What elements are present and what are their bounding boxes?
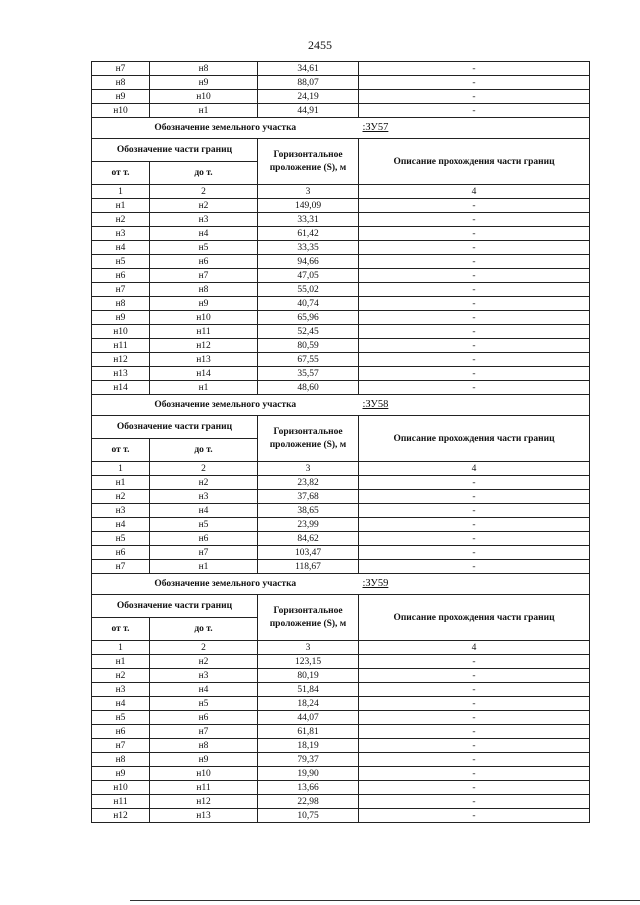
from-point-cell: н4 [92,697,150,711]
length-cell: 24,19 [258,90,359,104]
table-row [92,227,590,241]
from-point-cell: н7 [92,739,150,753]
length-cell: 47,05 [258,269,359,283]
description-cell: - [359,753,590,767]
to-point-cell: н6 [150,255,258,269]
description-cell: - [359,297,590,311]
table-row [92,339,590,353]
to-point-cell: н1 [150,104,258,118]
column-number-cell: 3 [258,462,359,476]
table-row [92,62,590,76]
to-point-cell: н13 [150,809,258,823]
to-point-cell: н11 [150,781,258,795]
length-cell: 33,31 [258,213,359,227]
table-row [92,655,590,669]
description-cell: - [359,532,590,546]
table-row [92,697,590,711]
table-row [92,725,590,739]
table-row [92,269,590,283]
from-point-cell: н2 [92,669,150,683]
column-number-row [92,462,590,476]
to-point-cell: н11 [150,325,258,339]
to-point-cell: н8 [150,739,258,753]
from-point-cell: н8 [92,76,150,90]
from-point-cell: н2 [92,490,150,504]
from-point-cell: н1 [92,655,150,669]
description-cell: - [359,227,590,241]
to-point-cell: н7 [150,546,258,560]
to-point-cell: н4 [150,504,258,518]
table-row [92,381,590,395]
column-number-cell: 1 [92,185,150,199]
to-point-cell: н7 [150,725,258,739]
table-row [92,560,590,574]
from-point-cell: н3 [92,504,150,518]
table-row [92,809,590,823]
to-point-cell: н3 [150,490,258,504]
from-point-cell: н7 [92,560,150,574]
description-cell: - [359,213,590,227]
to-point-cell: н4 [150,227,258,241]
table-row [92,353,590,367]
length-cell: 38,65 [258,504,359,518]
description-cell: - [359,311,590,325]
from-point-cell: н11 [92,795,150,809]
from-point-cell: н4 [92,241,150,255]
to-point-cell: н10 [150,311,258,325]
from-point-cell: н8 [92,297,150,311]
from-point-cell: н5 [92,532,150,546]
table-row [92,711,590,725]
to-point-cell: н9 [150,76,258,90]
to-point-cell: н9 [150,753,258,767]
table-row [92,199,590,213]
description-cell: - [359,767,590,781]
to-point-cell: н3 [150,213,258,227]
table-row [92,518,590,532]
table-row [92,104,590,118]
from-point-cell: н4 [92,518,150,532]
from-point-cell: н7 [92,62,150,76]
from-point-cell: н3 [92,683,150,697]
to-point-cell: н5 [150,241,258,255]
to-point-cell: н2 [150,199,258,213]
description-cell: - [359,339,590,353]
description-header: Описание прохождения части границ [359,595,590,641]
from-point-cell: н12 [92,809,150,823]
length-cell: 23,82 [258,476,359,490]
to-point-cell: н5 [150,518,258,532]
horizontal-header: Горизонтальное проложение (S), м [258,595,359,641]
description-cell: - [359,795,590,809]
table-row [92,753,590,767]
from-point-cell: н5 [92,711,150,725]
description-cell: - [359,739,590,753]
section-header-row [92,395,590,416]
parts-header: Обозначение части границ [92,139,258,162]
section-code: :ЗУ59 [359,574,590,595]
length-cell: 103,47 [258,546,359,560]
description-cell: - [359,490,590,504]
length-cell: 79,37 [258,753,359,767]
table-row [92,669,590,683]
description-cell: - [359,504,590,518]
length-cell: 51,84 [258,683,359,697]
from-point-cell: н10 [92,325,150,339]
description-cell: - [359,697,590,711]
length-cell: 13,66 [258,781,359,795]
column-number-cell: 1 [92,462,150,476]
from-point-cell: н6 [92,269,150,283]
description-cell: - [359,711,590,725]
table-row [92,476,590,490]
from-point-cell: н3 [92,227,150,241]
from-header: от т. [92,439,150,462]
description-cell: - [359,255,590,269]
boundary-table [91,61,590,823]
horizontal-header: Горизонтальное проложение (S), м [258,139,359,185]
table-row [92,795,590,809]
to-point-cell: н10 [150,90,258,104]
length-cell: 55,02 [258,283,359,297]
column-number-cell: 3 [258,641,359,655]
from-point-cell: н9 [92,311,150,325]
section-header-row [92,118,590,139]
from-point-cell: н8 [92,753,150,767]
length-cell: 19,90 [258,767,359,781]
description-cell: - [359,283,590,297]
length-cell: 88,07 [258,76,359,90]
table-row [92,90,590,104]
from-point-cell: н1 [92,199,150,213]
description-cell: - [359,381,590,395]
from-point-cell: н13 [92,367,150,381]
from-point-cell: н6 [92,546,150,560]
length-cell: 48,60 [258,381,359,395]
description-cell: - [359,104,590,118]
length-cell: 80,59 [258,339,359,353]
to-point-cell: н1 [150,381,258,395]
table-row [92,532,590,546]
column-number-cell: 4 [359,185,590,199]
table-row [92,311,590,325]
description-cell: - [359,560,590,574]
description-header: Описание прохождения части границ [359,416,590,462]
to-point-cell: н12 [150,339,258,353]
length-cell: 118,67 [258,560,359,574]
horizontal-header: Горизонтальное проложение (S), м [258,416,359,462]
from-point-cell: н14 [92,381,150,395]
from-point-cell: н7 [92,283,150,297]
to-point-cell: н7 [150,269,258,283]
section-label: Обозначение земельного участка [92,118,359,139]
section-code: :ЗУ57 [359,118,590,139]
from-header: от т. [92,618,150,641]
parts-header: Обозначение части границ [92,595,258,618]
boundary-table-body [92,62,590,823]
description-cell: - [359,809,590,823]
description-cell: - [359,655,590,669]
column-number-cell: 2 [150,462,258,476]
length-cell: 18,24 [258,697,359,711]
to-point-cell: н1 [150,560,258,574]
column-number-cell: 4 [359,462,590,476]
to-point-cell: н8 [150,283,258,297]
description-cell: - [359,367,590,381]
from-point-cell: н9 [92,90,150,104]
section-header-row [92,574,590,595]
length-cell: 35,57 [258,367,359,381]
column-number-row [92,185,590,199]
description-cell: - [359,241,590,255]
section-code: :ЗУ58 [359,395,590,416]
description-cell: - [359,325,590,339]
from-point-cell: н10 [92,104,150,118]
description-cell: - [359,476,590,490]
length-cell: 61,42 [258,227,359,241]
length-cell: 80,19 [258,669,359,683]
description-cell: - [359,269,590,283]
length-cell: 23,99 [258,518,359,532]
to-point-cell: н5 [150,697,258,711]
description-cell: - [359,518,590,532]
from-point-cell: н10 [92,781,150,795]
to-point-cell: н14 [150,367,258,381]
description-cell: - [359,76,590,90]
to-header: до т. [150,439,258,462]
description-cell: - [359,546,590,560]
length-cell: 40,74 [258,297,359,311]
to-point-cell: н9 [150,297,258,311]
description-cell: - [359,199,590,213]
column-header-row [92,139,590,162]
from-point-cell: н5 [92,255,150,269]
column-header-row [92,416,590,439]
from-point-cell: н2 [92,213,150,227]
table-row [92,504,590,518]
column-number-cell: 4 [359,641,590,655]
to-header: до т. [150,162,258,185]
length-cell: 149,09 [258,199,359,213]
parts-header: Обозначение части границ [92,416,258,439]
table-row [92,213,590,227]
from-point-cell: н12 [92,353,150,367]
length-cell: 67,55 [258,353,359,367]
length-cell: 10,75 [258,809,359,823]
length-cell: 37,68 [258,490,359,504]
column-number-cell: 2 [150,641,258,655]
column-number-cell: 1 [92,641,150,655]
from-point-cell: н6 [92,725,150,739]
from-header: от т. [92,162,150,185]
description-header: Описание прохождения части границ [359,139,590,185]
page-number: 2455 [308,38,332,52]
from-point-cell: н11 [92,339,150,353]
to-point-cell: н10 [150,767,258,781]
length-cell: 94,66 [258,255,359,269]
to-point-cell: н6 [150,532,258,546]
length-cell: 123,15 [258,655,359,669]
length-cell: 44,07 [258,711,359,725]
table-row [92,739,590,753]
description-cell: - [359,725,590,739]
description-cell: - [359,781,590,795]
to-point-cell: н2 [150,476,258,490]
table-row [92,781,590,795]
description-cell: - [359,353,590,367]
column-number-cell: 2 [150,185,258,199]
table-row [92,283,590,297]
length-cell: 18,19 [258,739,359,753]
table-row [92,546,590,560]
table-row [92,683,590,697]
to-point-cell: н6 [150,711,258,725]
table-row [92,297,590,311]
table-row [92,255,590,269]
to-header: до т. [150,618,258,641]
length-cell: 65,96 [258,311,359,325]
table-row [92,241,590,255]
table-row [92,325,590,339]
section-label: Обозначение земельного участка [92,574,359,595]
length-cell: 61,81 [258,725,359,739]
description-cell: - [359,669,590,683]
table-row [92,490,590,504]
to-point-cell: н8 [150,62,258,76]
table-row [92,76,590,90]
section-label: Обозначение земельного участка [92,395,359,416]
to-point-cell: н13 [150,353,258,367]
length-cell: 22,98 [258,795,359,809]
to-point-cell: н3 [150,669,258,683]
description-cell: - [359,90,590,104]
length-cell: 34,61 [258,62,359,76]
from-point-cell: н1 [92,476,150,490]
table-row [92,767,590,781]
column-number-cell: 3 [258,185,359,199]
length-cell: 84,62 [258,532,359,546]
table-row [92,367,590,381]
description-cell: - [359,62,590,76]
length-cell: 44,91 [258,104,359,118]
to-point-cell: н12 [150,795,258,809]
length-cell: 52,45 [258,325,359,339]
page-bottom-rule [130,900,640,901]
length-cell: 33,35 [258,241,359,255]
column-number-row [92,641,590,655]
description-cell: - [359,683,590,697]
from-point-cell: н9 [92,767,150,781]
to-point-cell: н4 [150,683,258,697]
to-point-cell: н2 [150,655,258,669]
column-header-row [92,595,590,618]
